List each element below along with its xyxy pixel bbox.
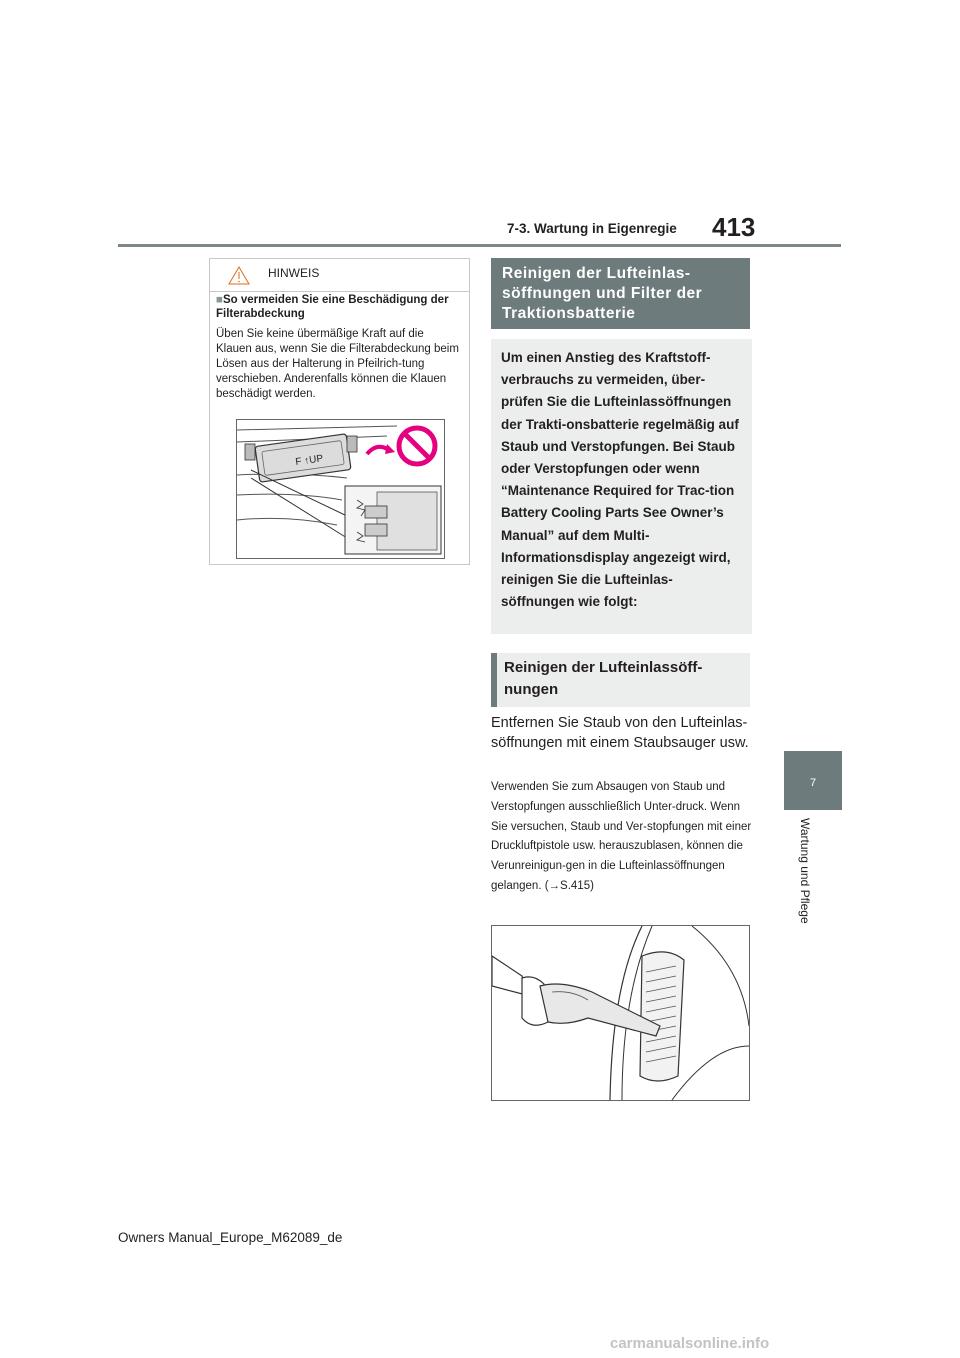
chapter-tab[interactable] xyxy=(784,751,842,810)
vacuum-cleaning-illustration xyxy=(491,925,750,1101)
notice-divider xyxy=(210,291,469,292)
chapter-name-label: Wartung und Pflege xyxy=(798,818,812,924)
notice-header xyxy=(210,259,469,290)
prohibited-icon xyxy=(395,424,439,468)
subsection-heading-bar xyxy=(491,653,497,707)
notice-title: HINWEIS xyxy=(268,266,320,280)
warning-triangle-icon xyxy=(228,266,250,285)
chapter-name xyxy=(798,818,818,948)
subsection-heading: Reinigen der Lufteinlassöff-nungen xyxy=(504,659,703,698)
instruction-detail: Verwenden Sie zum Absaugen von Staub und Verstopfungen ausschließlich Unter-druck. Wenn Sie versuchen, Staub und Ver-stopfungen mit einer Druckluftpistole usw. herauszublasen, können die Verunreinigun-gen in die Lufteinlassöffnungen gelangen. (→S.415) xyxy=(491,781,752,892)
notice-heading xyxy=(216,293,461,321)
section-title: 7-3. Wartung in Eigenregie xyxy=(507,221,677,236)
filter-cover-label: F ↑UP xyxy=(294,453,324,469)
header-rule xyxy=(118,244,841,247)
notice-body: Üben Sie keine übermäßige Kraft auf die Klauen aus, wenn Sie die Filterabdeckung beim Lösen aus der Halterung in Pfeilrich-tung verschieben. Anderenfalls können die Klauen beschädigt werden. xyxy=(216,328,459,400)
instruction-text: Entfernen Sie Staub von den Lufteinlas-söffnungen mit einem Staubsauger usw. xyxy=(491,715,749,751)
bullet-square: ■ xyxy=(216,294,223,306)
watermark: carmanualsonline.info xyxy=(610,1335,770,1352)
page-number: 413 xyxy=(712,212,756,242)
notice-heading-text: So vermeiden Sie eine Beschädigung der Filterabdeckung xyxy=(216,294,449,320)
chapter-number: 7 xyxy=(809,777,817,789)
filter-cover-illustration xyxy=(236,419,445,559)
section-heading-box xyxy=(491,258,750,329)
intro-panel xyxy=(491,339,752,634)
subsection-heading-box xyxy=(491,653,750,707)
footer-label: Owners Manual_Europe_M62089_de xyxy=(118,1230,343,1245)
section-heading: Reinigen der Lufteinlas-söffnungen und Filter der Traktionsbatterie xyxy=(502,265,703,322)
vacuum-drawing xyxy=(492,926,749,1100)
notice-box xyxy=(209,258,470,565)
intro-text: Um einen Anstieg des Kraftstoff-verbrauchs zu vermeiden, über-prüfen Sie die Lufteinlassöffnungen der Trakti-onsbatterie regelmäßig auf Staub und Verstopfungen. Bei Staub oder Verstopfungen oder wenn “Maintenance Required for Trac-tion Battery Cooling Parts See Owner’s Manual” auf dem Multi-Informationsdisplay angezeigt wird, reinigen Sie die Lufteinlas-söffnungen wie folgt: xyxy=(501,350,739,610)
